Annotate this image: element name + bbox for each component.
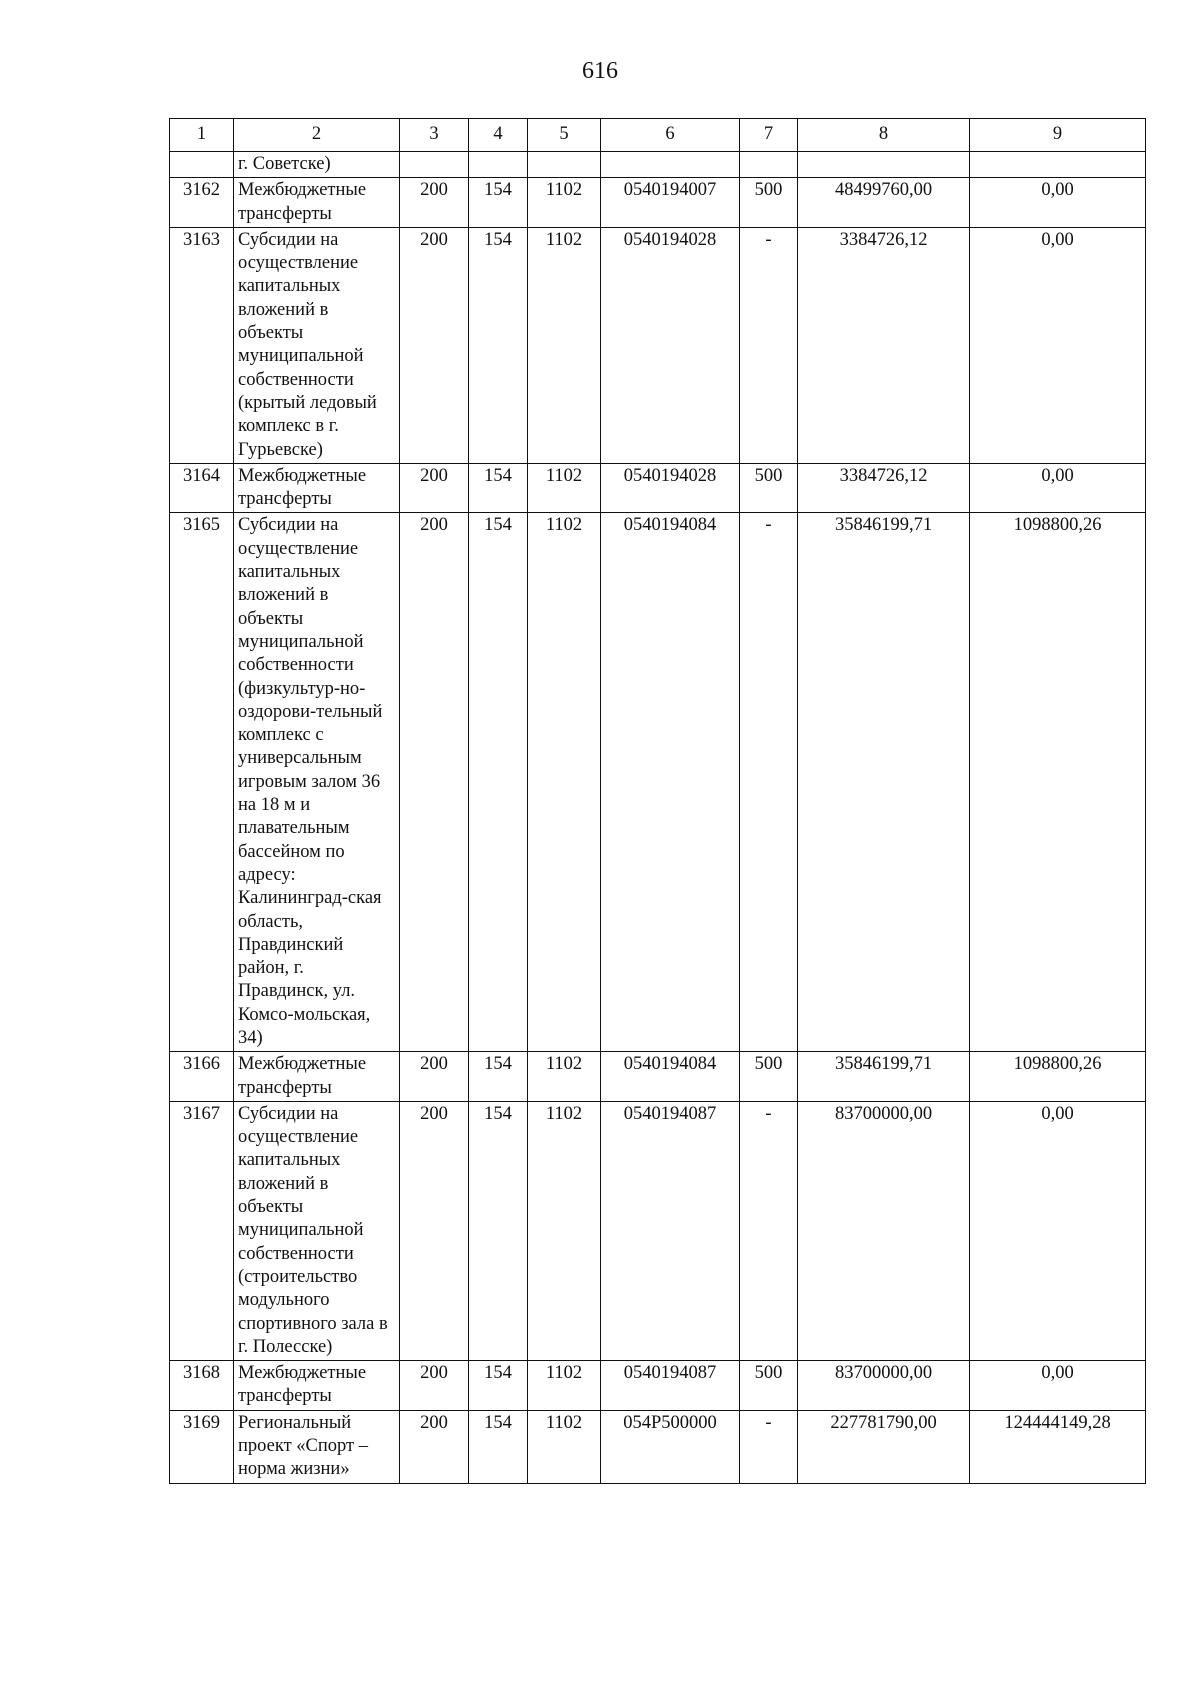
table-row: [170, 513, 1146, 1052]
col9-amount-cell: 1098800,26: [970, 1052, 1146, 1102]
col6-cell: 0540194087: [601, 1101, 740, 1360]
col6-cell: 0540194007: [601, 178, 740, 228]
col7-cell: -: [740, 227, 798, 463]
col3-cell: 200: [400, 1101, 469, 1360]
row-number-cell: 3165: [170, 513, 234, 1052]
header-cell: 9: [970, 119, 1146, 152]
table-row: [170, 1101, 1146, 1360]
col6-cell: 0540194084: [601, 1052, 740, 1102]
col8-amount-cell: 227781790,00: [798, 1410, 970, 1483]
col9-amount-cell: 0,00: [970, 463, 1146, 513]
col8-amount-cell: 35846199,71: [798, 1052, 970, 1102]
col5-cell: 1102: [528, 227, 601, 463]
col9-amount-cell: 0,00: [970, 178, 1146, 228]
col9-amount-cell: 0,00: [970, 227, 1146, 463]
table-row: [170, 1410, 1146, 1483]
col8-amount-cell: 83700000,00: [798, 1361, 970, 1411]
col3-cell: 200: [400, 227, 469, 463]
row-name-cell: Межбюджетные трансферты: [234, 1361, 400, 1411]
col7-cell: -: [740, 1101, 798, 1360]
col9-amount-cell: 0,00: [970, 1361, 1146, 1411]
row-name-cell: Межбюджетные трансферты: [234, 463, 400, 513]
col9-amount-cell: 0,00: [970, 1101, 1146, 1360]
row-number-cell: 3168: [170, 1361, 234, 1411]
col6-cell: 054P500000: [601, 1410, 740, 1483]
col4-cell: 154: [469, 513, 528, 1052]
col3-cell: 200: [400, 1052, 469, 1102]
header-row: [170, 119, 1146, 152]
col5-cell: 1102: [528, 1361, 601, 1411]
continued-row: [170, 152, 1146, 178]
page-number: 616: [582, 58, 618, 84]
header-cell: 7: [740, 119, 798, 152]
table-row: [170, 1361, 1146, 1411]
col6-cell: 0540194087: [601, 1361, 740, 1411]
col5-cell: 1102: [528, 1410, 601, 1483]
col6-cell: 0540194084: [601, 513, 740, 1052]
col7-cell: -: [740, 513, 798, 1052]
row-number-cell: 3166: [170, 1052, 234, 1102]
row-name-cell: Межбюджетные трансферты: [234, 178, 400, 228]
table-row: [170, 1052, 1146, 1102]
col4-cell: 154: [469, 178, 528, 228]
row-name-cell: Межбюджетные трансферты: [234, 1052, 400, 1102]
row-name-cell: Субсидии на осуществление капитальных вложений в объекты муниципальной собственности (строительство модульного спортивного зала в г. Полесске): [234, 1101, 400, 1360]
col3-cell: 200: [400, 1361, 469, 1411]
col7-cell: 500: [740, 463, 798, 513]
col6-cell: 0540194028: [601, 463, 740, 513]
col9-amount-cell: 124444149,28: [970, 1410, 1146, 1483]
header-cell: 6: [601, 119, 740, 152]
col8-amount-cell: 3384726,12: [798, 227, 970, 463]
col3-cell: 200: [400, 178, 469, 228]
col8-amount-cell: 48499760,00: [798, 178, 970, 228]
col5-cell: 1102: [528, 513, 601, 1052]
col3-cell: 200: [400, 513, 469, 1052]
table-row: [170, 178, 1146, 228]
col7-cell: 500: [740, 1361, 798, 1411]
col5-cell: 1102: [528, 463, 601, 513]
col7-cell: -: [740, 1410, 798, 1483]
col4-cell: 154: [469, 1410, 528, 1483]
col5-cell: 1102: [528, 1052, 601, 1102]
col4-cell: 154: [469, 463, 528, 513]
row-number-cell: 3162: [170, 178, 234, 228]
row-name-cell: Субсидии на осуществление капитальных вложений в объекты муниципальной собственности (крытый ледовый комплекс в г. Гурьевске): [234, 227, 400, 463]
col3-cell: 200: [400, 1410, 469, 1483]
col3-cell: 200: [400, 463, 469, 513]
col8-amount-cell: 3384726,12: [798, 463, 970, 513]
col6-cell: 0540194028: [601, 227, 740, 463]
col9-amount-cell: 1098800,26: [970, 513, 1146, 1052]
col8-amount-cell: 83700000,00: [798, 1101, 970, 1360]
table-row: [170, 227, 1146, 463]
row-number-cell: 3163: [170, 227, 234, 463]
col5-cell: 1102: [528, 1101, 601, 1360]
col8-amount-cell: 35846199,71: [798, 513, 970, 1052]
col7-cell: 500: [740, 178, 798, 228]
col4-cell: 154: [469, 1052, 528, 1102]
header-cell: 1: [170, 119, 234, 152]
budget-table: [169, 118, 1146, 1484]
header-cell: 4: [469, 119, 528, 152]
header-cell: 5: [528, 119, 601, 152]
col4-cell: 154: [469, 1101, 528, 1360]
header-cell: 3: [400, 119, 469, 152]
col4-cell: 154: [469, 227, 528, 463]
row-number-cell: 3164: [170, 463, 234, 513]
col5-cell: 1102: [528, 178, 601, 228]
row-name-cell: Субсидии на осуществление капитальных вложений в объекты муниципальной собственности (физкультур-но-оздорови-тельный комплекс с универсальным игровым залом 36 на 18 м и плавательным бассейном по адресу: Калининград-ская область, Правдинский район, г. Правдинск, ул. Комсо-мольская, 34): [234, 513, 400, 1052]
col4-cell: 154: [469, 1361, 528, 1411]
header-cell: 8: [798, 119, 970, 152]
row-number-cell: 3167: [170, 1101, 234, 1360]
table-row: [170, 463, 1146, 513]
continued-text: г. Советске): [234, 152, 400, 178]
row-number-cell: 3169: [170, 1410, 234, 1483]
header-cell: 2: [234, 119, 400, 152]
row-name-cell: Региональный проект «Спорт – норма жизни»: [234, 1410, 400, 1483]
col7-cell: 500: [740, 1052, 798, 1102]
